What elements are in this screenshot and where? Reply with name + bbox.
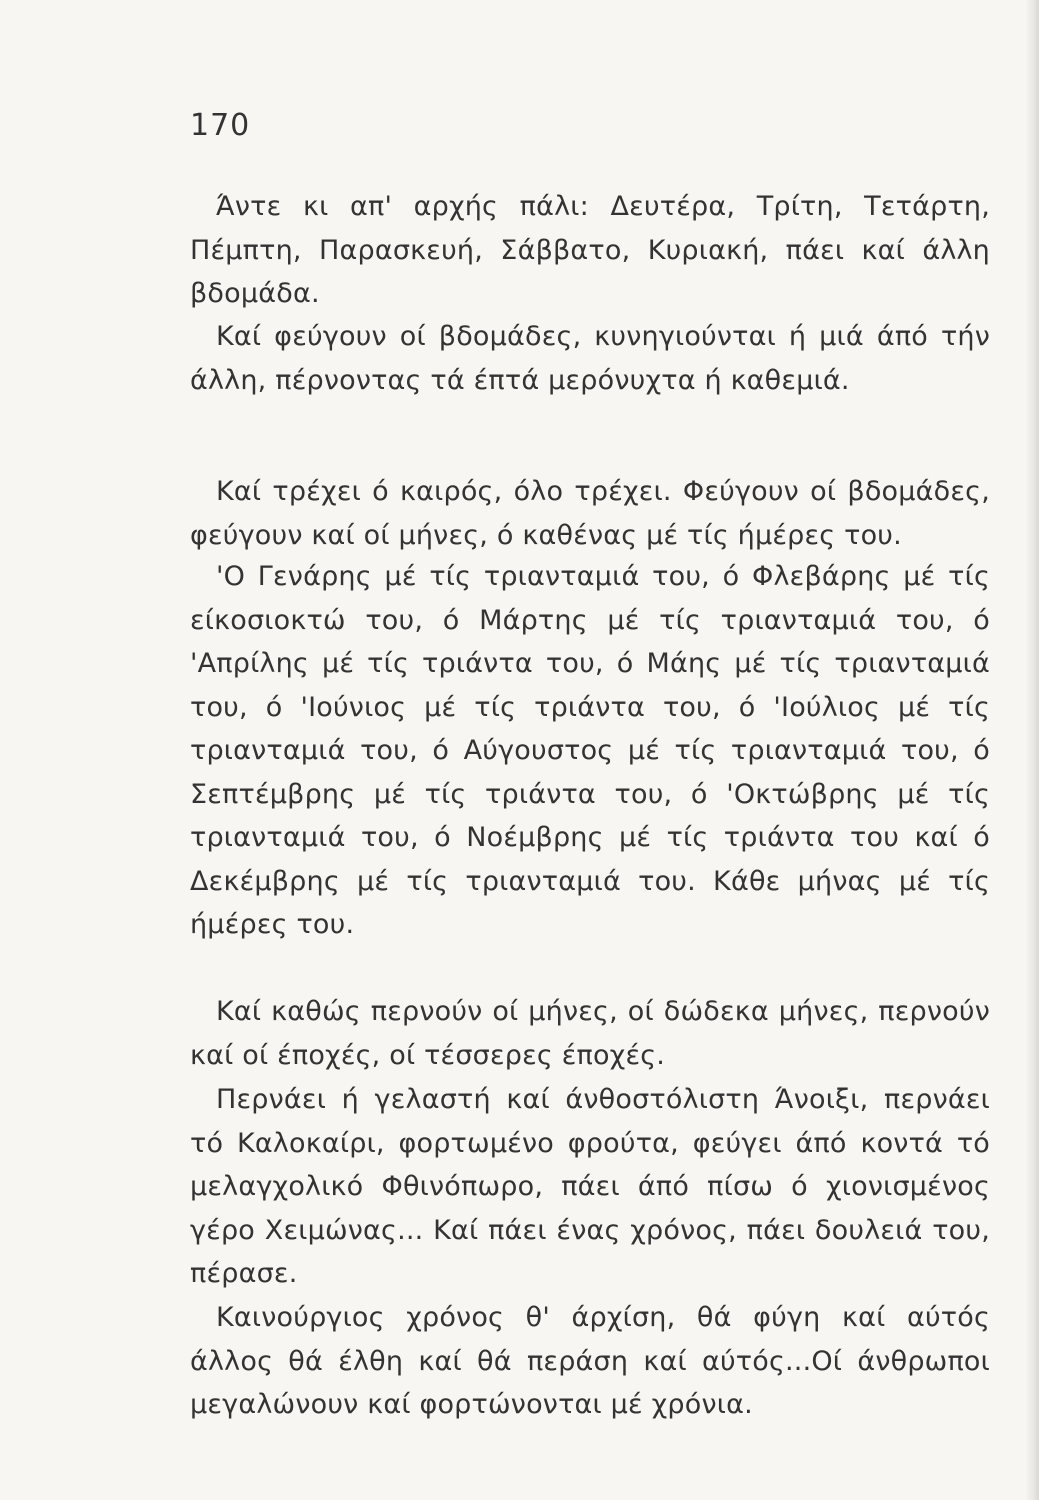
paragraph-seasons-intro: [190, 990, 990, 1077]
paragraph-text: Άντε κι απ' αρχής πάλι: Δευτέρα, Τρίτη, Τετάρτη, Πέμπτη, Παρασκευή, Σάββατο, Κυριακή, πάει καί άλλη βδομάδα.: [190, 191, 990, 309]
paragraph-new-year: [190, 1296, 990, 1427]
paragraph-months: [190, 555, 990, 947]
paragraph-time-runs: [190, 470, 990, 557]
paragraph-seasons: [190, 1078, 990, 1296]
paragraph-text: Καί καθώς περνούν οί μήνες, οί δώδεκα μήνες, περνούν καί οί έποχές, οί τέσσερες έποχές.: [190, 996, 990, 1071]
paragraph-text: Περνάει ή γελαστή καί άνθοστόλιστη Άνοιξι, περνάει τό Καλοκαίρι, φορτωμένο φρούτα, φεύγει άπό κοντά τό μελαγχολικό Φθινόπωρο, πάει άπό πίσω ό χιονισμένος γέρο Χειμώνας... Καί πάει ένας χρόνος, πάει δουλειά του, πέρασε.: [190, 1084, 990, 1289]
page-number: 170: [190, 108, 251, 143]
paragraph-text: 'Ο Γενάρης μέ τίς τριανταμιά του, ό Φλεβάρης μέ τίς είκοσιοκτώ του, ό Μάρτης μέ τίς τριανταμιά του, ό 'Απρίλης μέ τίς τριάντα του, ό Μάης μέ τίς τριανταμιά του, ό 'Ιούνιος μέ τίς τριάντα του, ό 'Ιούλιος μέ τίς τριανταμιά του, ό Αύγουστος μέ τίς τριανταμιά του, ό Σεπτέμβρης μέ τίς τριάντα του, ό 'Οκτώβρης μέ τίς τριανταμιά του, ό Νοέμβρης μέ τίς τριάντα του καί ό Δεκέμβρης μέ τίς τριανταμιά του. Κάθε μήνας μέ τίς ήμέρες του.: [190, 561, 990, 940]
paragraph-text: Καί τρέχει ό καιρός, όλο τρέχει. Φεύγουν οί βδομάδες, φεύγουν καί οί μήνες, ό καθένας μέ τίς ήμέρες του.: [190, 476, 990, 551]
paragraph-text: Καί φεύγουν οί βδομάδες, κυνηγιούνται ή μιά άπό τήν άλλη, πέρνοντας τά έπτά μερόνυχτα ή καθεμιά.: [190, 321, 990, 396]
spine-shadow: [1025, 0, 1039, 1500]
paragraph-text: Καινούργιος χρόνος θ' άρχίση, θά φύγη καί αύτός άλλος θά έλθη καί θά περάση καί αύτός...Οί άνθρωποι μεγαλώνουν καί φορτώνονται μέ χρόνια.: [190, 1302, 990, 1420]
paragraph-weeks: [190, 315, 990, 402]
paragraph-weekdays: [190, 185, 990, 316]
